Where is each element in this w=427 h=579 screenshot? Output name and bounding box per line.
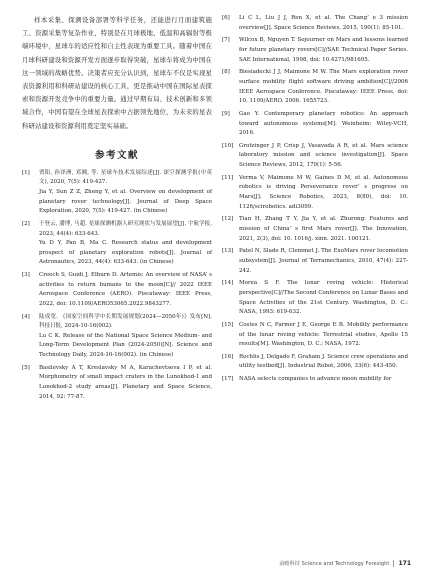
reference-citation: Morea S F. The lunar roving vehicle: Historical perspective[C]//The Second Conference on Lunar Bases and Space Activities of the 21st Century. Washington, D. C.: NASA, 1993: 619-632.	[239, 280, 408, 316]
reference-citation: Biesiadecki J J, Maimone M W. The Mars exploration rover surface mobility flight software driving ambition[C]//2006 IEEE Aerospace Conference. Piscataway: IEEE Press, doi: 10. 1109/AERO. 2006. 1655723.	[239, 69, 408, 105]
reference-number: [11]	[222, 174, 234, 181]
reference-list-left	[22, 169, 212, 402]
reference-citation: Creech S, Guidi J, Elburn D. Artemis: An overview of NASA’ s activities to return humans to the moon[C]// 2022 IEEE Aerospace Conference (AERO). Piscataway: IEEE Press, 2022, doi: 10.1109/AERO53065.2022.9843277.	[39, 272, 212, 307]
reference-number: [17]	[222, 376, 234, 383]
reference-translation: Yu D Y, Pan B, Ma C. Research status and development prospect of planetary exploration robots[J]. Journal of Astronautics, 2023, 44(4): 633-643. (in Chinese)	[39, 240, 212, 266]
reference-number: [4]	[22, 313, 30, 320]
reference-citation: 陆成宽. 《国家空间科学中长期发展规划(2024—2050年)》发布[N]. 科技日报, 2024-10-16(002).	[39, 313, 212, 330]
reference-item	[222, 174, 408, 212]
reference-number: [15]	[222, 321, 234, 328]
reference-number: [1]	[22, 169, 30, 176]
reference-translation: Lu C K. Release of the National Space Science Medium- and Long-Term Development Plan (2024-2050)[N]. Science and Technology Daily, 2024-10-16(002). (in Chinese)	[39, 332, 212, 359]
page-number: 171	[398, 560, 411, 567]
journal-name-cn: 前瞻科技	[279, 561, 300, 567]
reference-text	[239, 36, 408, 65]
reference-text	[39, 169, 212, 217]
reference-text	[239, 279, 408, 317]
reference-item	[222, 142, 408, 171]
reference-citation: Costes N C, Farmer J E, George E B. Mobility performance of the lunar roving vehicle: Terrestrial studies, Apollo 15 results[M]. Washington, D. C.: NASA, 1972.	[239, 321, 408, 348]
reference-item	[222, 375, 408, 385]
reference-text	[39, 220, 212, 268]
reference-item	[22, 220, 212, 268]
reference-citation: Gao Y. Contemporary planetary robotics: An approach toward autonomous systems[M]. Weinheim: Wiley-VCH, 2016.	[239, 110, 408, 137]
reference-text	[239, 68, 408, 106]
reference-text	[239, 14, 408, 33]
reference-citation: 贾阳, 孙泽洲, 邓湘, 等. 星球车技术发展综述[J]. 深空探测学报(中英文), 2020, 7(5): 419-427.	[39, 169, 212, 186]
reference-item	[222, 279, 408, 317]
reference-citation: Grotzinger J P, Crisp J, Vasavada A R, et al. Mars science laboratory mission and science investigation[J]. Space Science Reviews, 2012, 170(1): 5-56.	[239, 142, 408, 169]
reference-item	[222, 247, 408, 276]
reference-text	[239, 321, 408, 350]
reference-item	[22, 313, 212, 361]
reference-number: [14]	[222, 280, 234, 287]
reference-citation: Tian H, Zhang T Y, Jia Y, et al. Zhurong: Features and mission of China’ s first Mars rover[J]. The Innovation, 2021, 2(3), doi: 10. 1016/j. xinn. 2021. 100121.	[239, 216, 408, 242]
reference-number: [12]	[222, 216, 234, 223]
reference-number: [13]	[222, 248, 234, 255]
reference-number: [9]	[222, 110, 230, 117]
references-heading: 参考文献	[94, 149, 139, 161]
reference-number: [10]	[222, 142, 234, 149]
reference-text	[239, 215, 408, 244]
reference-item	[222, 353, 408, 372]
page-footer	[279, 560, 411, 567]
reference-text	[39, 313, 212, 361]
reference-citation: Patel N, Slade R, Clemmet J. The ExoMars rover locomotion subsystem[J]. Journal of Terramechanics, 2010, 47(4): 227-242.	[239, 248, 408, 274]
reference-item	[22, 169, 212, 217]
reference-number: [5]	[22, 364, 30, 371]
reference-number: [2]	[22, 220, 30, 227]
reference-text	[239, 174, 408, 212]
reference-number: [8]	[222, 69, 230, 76]
reference-text	[239, 142, 408, 171]
right-column	[222, 14, 408, 388]
reference-number: [3]	[22, 272, 30, 279]
reference-item	[22, 271, 212, 309]
reference-text	[239, 247, 408, 276]
footer-divider	[393, 560, 394, 567]
reference-citation: Wilcox B, Nguyen T. Sojourner on Mars and lessons learned for future planetary rovers[C]//SAE Technical Paper Series. SAE International, 1998, doi: 10.4271/981695.	[239, 37, 408, 63]
reference-text	[239, 110, 408, 139]
reference-citation: Rochlis J, Delgado F, Graham J. Science crew operations and utility testbed[J]. Industrial Robot, 2006, 33(6): 443-450.	[239, 353, 408, 370]
reference-citation: Verma V, Maimone M W, Gaines D M, et al. Autonomous robotics is driving Perseverance rover’ s progress on Mars[J]. Science Robotics, 2023, 8(80), doi: 10. 1126/scirobotics. adi3099.	[239, 174, 408, 210]
reference-citation: NASA selects companies to advance moon mobility for	[239, 376, 392, 383]
reference-item	[222, 321, 408, 350]
reference-item	[222, 68, 408, 106]
reference-text	[39, 271, 212, 309]
reference-text	[39, 364, 212, 402]
reference-translation: Jia Y, Sun Z Z, Zheng Y, et al. Overview on development of planetary rover technology[J]. Journal of Deep Space Exploration, 2020, 7(5): 419-427. (in Chinese)	[39, 189, 212, 215]
left-column	[22, 14, 212, 405]
reference-item	[222, 215, 408, 244]
reference-number: [7]	[222, 37, 230, 44]
reference-citation: Li C L, Liu J J, Ren X, et al. The Chang’ e 3 mission overview[J]. Space Science Reviews, 2015, 190(1): 85-101.	[239, 15, 408, 31]
body-paragraph: 样本采集、探测设备部署等科学任务，还能进行月面建筑施工、资源采集等复杂作业，特别是在月球极地、低温和高辐射等极端环境中，星球车的适应性和自主性表现为重要工具。随着中国在月球科研建设和资源开发方面逐步取得突破，星球车将成为中国在这一领域的战略优势。决策者应充分认识到，星球车不仅是实现星表资源利用和科研站建设的核心工具，更是推动中国在国际星表探索和资源开发竞争中的重要力量。通过早期布局、技术创新和多领域合作，中国有望在全球星表探索中占据领先地位，为未来的星表科研站建设和资源利用奠定坚实基础。	[22, 16, 212, 130]
reference-item	[222, 110, 408, 139]
reference-text	[239, 375, 408, 385]
reference-item	[222, 14, 408, 33]
reference-item	[22, 364, 212, 402]
reference-citation: Basilevsky A T, Kreslavsky M A, Karachevtseva I P, et al. Morphometry of small impact craters in the Lunokhod-1 and Lunokhod-2 study areas[J]. Planetary and Space Science, 2014, 92: 77-87.	[39, 364, 212, 400]
reference-number: [6]	[222, 15, 230, 21]
journal-name-en: Science and Technology Foresight	[301, 560, 390, 567]
reference-text	[239, 353, 408, 372]
reference-list-right	[222, 14, 408, 385]
reference-number: [16]	[222, 353, 234, 360]
reference-item	[222, 36, 408, 65]
reference-citation: 于登云, 潘博, 马超. 星球探测机器人研究现状与发展展望[J]. 宇航学报, 2023, 44(4): 633-643.	[39, 220, 212, 237]
